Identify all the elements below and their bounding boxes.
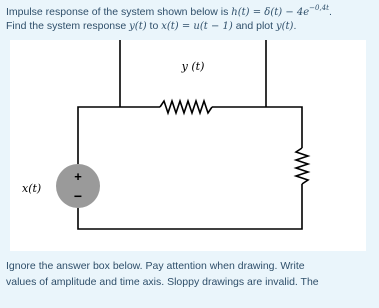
source-plus-sign: + (74, 169, 82, 184)
question-text: and plot (232, 20, 276, 32)
question-period: . (293, 20, 297, 32)
question-period: . (328, 6, 332, 18)
impulse-expression: (t) = δ(t) − 4e (237, 7, 310, 18)
series-resistor (160, 101, 212, 113)
circuit-svg (10, 40, 366, 251)
output-symbol: y(t) (275, 21, 294, 32)
input-label: x(t) (22, 182, 42, 195)
exponent: −0,4t (309, 4, 329, 12)
top-left-wire (78, 107, 160, 164)
output-label: y (t) (181, 60, 205, 73)
impulse-symbol: h (231, 7, 238, 18)
question-text: Impulse response of the system shown below is (6, 6, 232, 18)
input-expression: x(t) = u(t − 1) (161, 21, 233, 32)
circuit-diagram (10, 40, 366, 251)
question-text: Find the system response (6, 20, 130, 32)
question-line-2 (6, 20, 296, 32)
bottom-wire (78, 184, 302, 229)
output-symbol: y(t) (129, 21, 147, 32)
question-text: to (146, 20, 162, 32)
source-minus-sign: − (73, 188, 83, 204)
question-line-1 (6, 4, 332, 18)
top-right-wire (212, 107, 302, 148)
instruction-line-2: values of amplitude and time axis. Sloppy drawings are invalid. The (6, 276, 319, 288)
shunt-resistor (296, 148, 308, 184)
instruction-line-1: Ignore the answer box below. Pay attention when drawing. Write (6, 260, 305, 272)
